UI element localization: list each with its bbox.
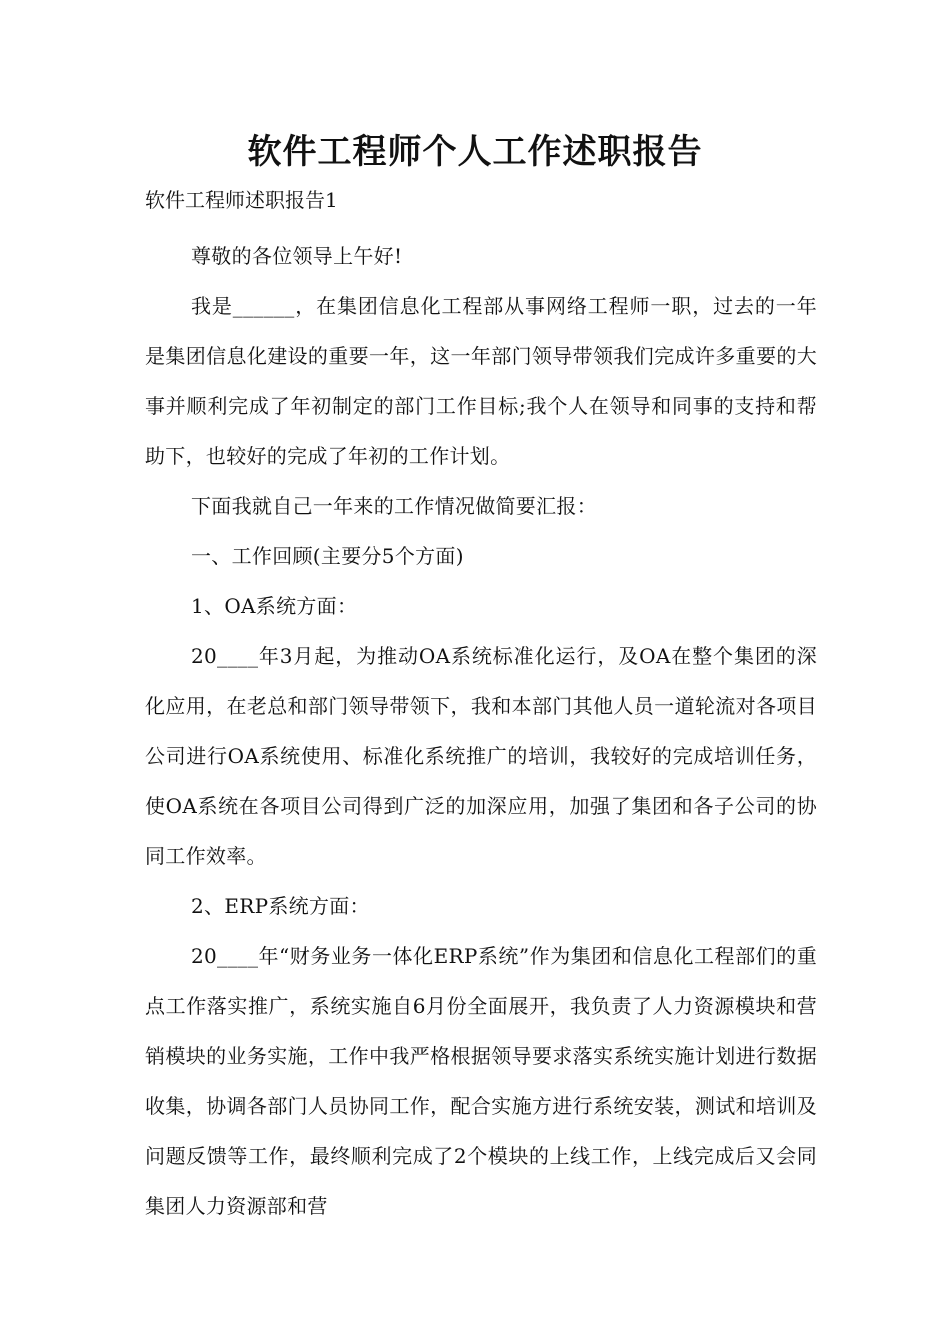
paragraph-report-lead: 下面我就自己一年来的工作情况做简要汇报： bbox=[191, 494, 597, 518]
document-body bbox=[145, 231, 817, 1231]
section-heading-work-review: 一、工作回顾(主要分5个方面) bbox=[191, 544, 464, 568]
subsection-heading-erp: 2、ERP系统方面： bbox=[191, 894, 370, 918]
paragraph-greeting: 尊敬的各位领导上午好! bbox=[191, 244, 403, 268]
document-subtitle: 软件工程师述职报告1 bbox=[145, 188, 338, 212]
paragraph-erp: 20____年“财务业务一体化ERP系统”作为集团和信息化工程部们的重点工作落实推广，系统实施自6月份全面展开，我负责了人力资源模块和营销模块的业务实施，工作中我严格根据领导要求落实系统实施计划进行数据收集，协调各部门人员协同工作，配合实施方进行系统安装，测试和培训及问题反馈等工作，最终顺利完成了2个模块的上线工作，上线完成后又会同集团人力资源部和营 bbox=[145, 944, 817, 1218]
document-title: 软件工程师个人工作述职报告 bbox=[247, 132, 703, 172]
paragraph-oa: 20____年3月起，为推动OA系统标准化运行，及OA在整个集团的深化应用，在老总和部门领导带领下，我和本部门其他人员一道轮流对各项目公司进行OA系统使用、标准化系统推广的培训，我较好的完成培训任务，使OA系统在各项目公司得到广泛的加深应用，加强了集团和各子公司的协同工作效率。 bbox=[145, 644, 817, 868]
paragraph-introduction: 我是______，在集团信息化工程部从事网络工程师一职，过去的一年是集团信息化建设的重要一年，这一年部门领导带领我们完成许多重要的大事并顺利完成了年初制定的部门工作目标;我个人在领导和同事的支持和帮助下，也较好的完成了年初的工作计划。 bbox=[145, 294, 817, 468]
subsection-heading-oa: 1、OA系统方面： bbox=[191, 594, 358, 618]
